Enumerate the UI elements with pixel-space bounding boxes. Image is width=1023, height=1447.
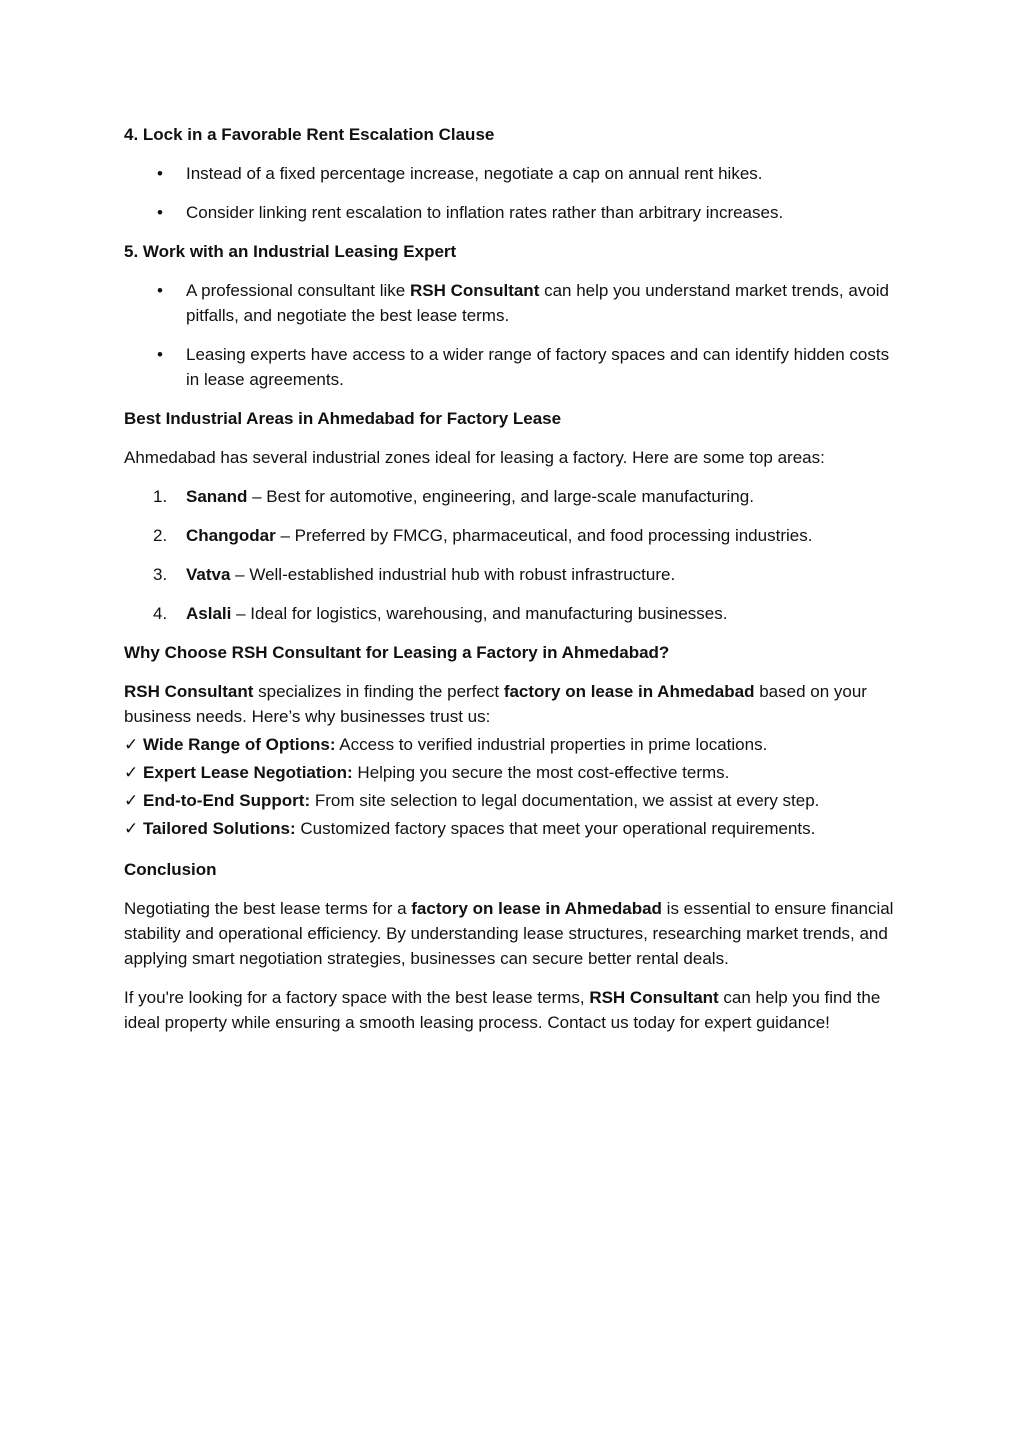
bullet-icon: • — [157, 203, 163, 222]
why-intro-text: specializes in finding the perfect — [253, 682, 504, 701]
section-heading-industrial-areas: Best Industrial Areas in Ahmedabad for Factory Lease — [124, 409, 562, 428]
bullet-icon: • — [157, 345, 163, 364]
checklist-item — [124, 815, 899, 843]
list-item-text-pre: A professional consultant like — [186, 281, 410, 300]
list-item-bold: RSH Consultant — [409, 281, 540, 300]
rent-escalation-list — [124, 161, 899, 225]
industrial-areas-list — [124, 484, 899, 626]
area-name: Sanand — [186, 487, 248, 506]
checklist-label: Wide Range of Options: — [142, 735, 336, 754]
paragraph-text: can help you find the ideal property while ensuring a smooth leasing process. Contact us today for expert guidance! — [124, 988, 881, 1032]
area-desc: – Ideal for logistics, warehousing, and manufacturing businesses. — [231, 604, 728, 623]
company-name: RSH Consultant — [124, 682, 254, 701]
checklist-label: Tailored Solutions: — [142, 819, 296, 838]
list-item-text: Instead of a fixed percentage increase, negotiate a cap on annual rent hikes. — [186, 164, 763, 183]
benefits-checklist — [124, 731, 899, 843]
list-item — [124, 161, 899, 186]
area-name: Vatva — [186, 565, 231, 584]
list-item — [124, 562, 899, 587]
checkmark-icon: ✓ — [124, 791, 139, 811]
list-item-text-post: can help you understand market trends, avoid pitfalls, and negotiate the best lease terms. — [186, 281, 890, 325]
bullet-icon: • — [157, 281, 163, 300]
list-item-text: Leasing experts have access to a wider range of factory spaces and can identify hidden costs in lease agreements. — [186, 345, 890, 389]
list-number: 4. — [153, 604, 168, 623]
why-intro-text: based on your business needs. Here’s why businesses trust us: — [124, 682, 867, 726]
conclusion-paragraph-2 — [124, 985, 899, 1035]
checklist-item — [124, 731, 899, 759]
leasing-expert-list — [124, 278, 899, 392]
list-number: 1. — [153, 487, 168, 506]
checklist-label: End-to-End Support: — [142, 791, 311, 810]
keyword-bold: factory on lease in Ahmedabad — [503, 682, 755, 701]
section-heading-rent-escalation: 4. Lock in a Favorable Rent Escalation Clause — [124, 125, 495, 144]
list-number: 2. — [153, 526, 168, 545]
section-heading-leasing-expert: 5. Work with an Industrial Leasing Expert — [124, 242, 457, 261]
keyword-bold: factory on lease in Ahmedabad — [411, 899, 662, 918]
area-name: Changodar — [186, 526, 276, 545]
checkmark-icon: ✓ — [124, 763, 139, 783]
checklist-label: Expert Lease Negotiation: — [142, 763, 353, 782]
checklist-text: Customized factory spaces that meet your operational requirements. — [295, 819, 816, 838]
conclusion-paragraph-1 — [124, 896, 899, 971]
area-desc: – Well-established industrial hub with robust infrastructure. — [230, 565, 676, 584]
list-item-text: Consider linking rent escalation to inflation rates rather than arbitrary increases. — [186, 203, 784, 222]
section-heading-why-choose: Why Choose RSH Consultant for Leasing a Factory in Ahmedabad? — [124, 643, 670, 662]
list-item — [124, 342, 899, 392]
list-item — [124, 601, 899, 626]
checkmark-icon: ✓ — [124, 819, 139, 839]
checklist-text: Helping you secure the most cost-effective terms. — [352, 763, 730, 782]
area-name: Aslali — [186, 604, 232, 623]
areas-intro: Ahmedabad has several industrial zones ideal for leasing a factory. Here are some top areas: — [124, 448, 825, 467]
checklist-text: From site selection to legal documentation, we assist at every step. — [310, 791, 820, 810]
why-intro — [124, 679, 899, 729]
list-item — [124, 278, 899, 328]
section-heading-conclusion: Conclusion — [124, 860, 217, 879]
list-number: 3. — [153, 565, 168, 584]
area-desc: – Preferred by FMCG, pharmaceutical, and food processing industries. — [275, 526, 813, 545]
paragraph-text: Negotiating the best lease terms for a — [124, 899, 412, 918]
list-item — [124, 484, 899, 509]
list-item — [124, 200, 899, 225]
list-item — [124, 523, 899, 548]
paragraph-text: is essential to ensure financial stability and operational efficiency. By understanding lease structures, researching market trends, and applying smart negotiation strategies, businesses can secure better rental deals. — [124, 899, 894, 968]
checkmark-icon: ✓ — [124, 735, 139, 755]
company-name: RSH Consultant — [589, 988, 719, 1007]
checklist-item — [124, 759, 899, 787]
document-page — [124, 122, 899, 1049]
checklist-text: Access to verified industrial properties in prime locations. — [335, 735, 768, 754]
paragraph-text: If you're looking for a factory space with the best lease terms, — [124, 988, 590, 1007]
checklist-item — [124, 787, 899, 815]
bullet-icon: • — [157, 164, 163, 183]
area-desc: – Best for automotive, engineering, and large-scale manufacturing. — [247, 487, 754, 506]
